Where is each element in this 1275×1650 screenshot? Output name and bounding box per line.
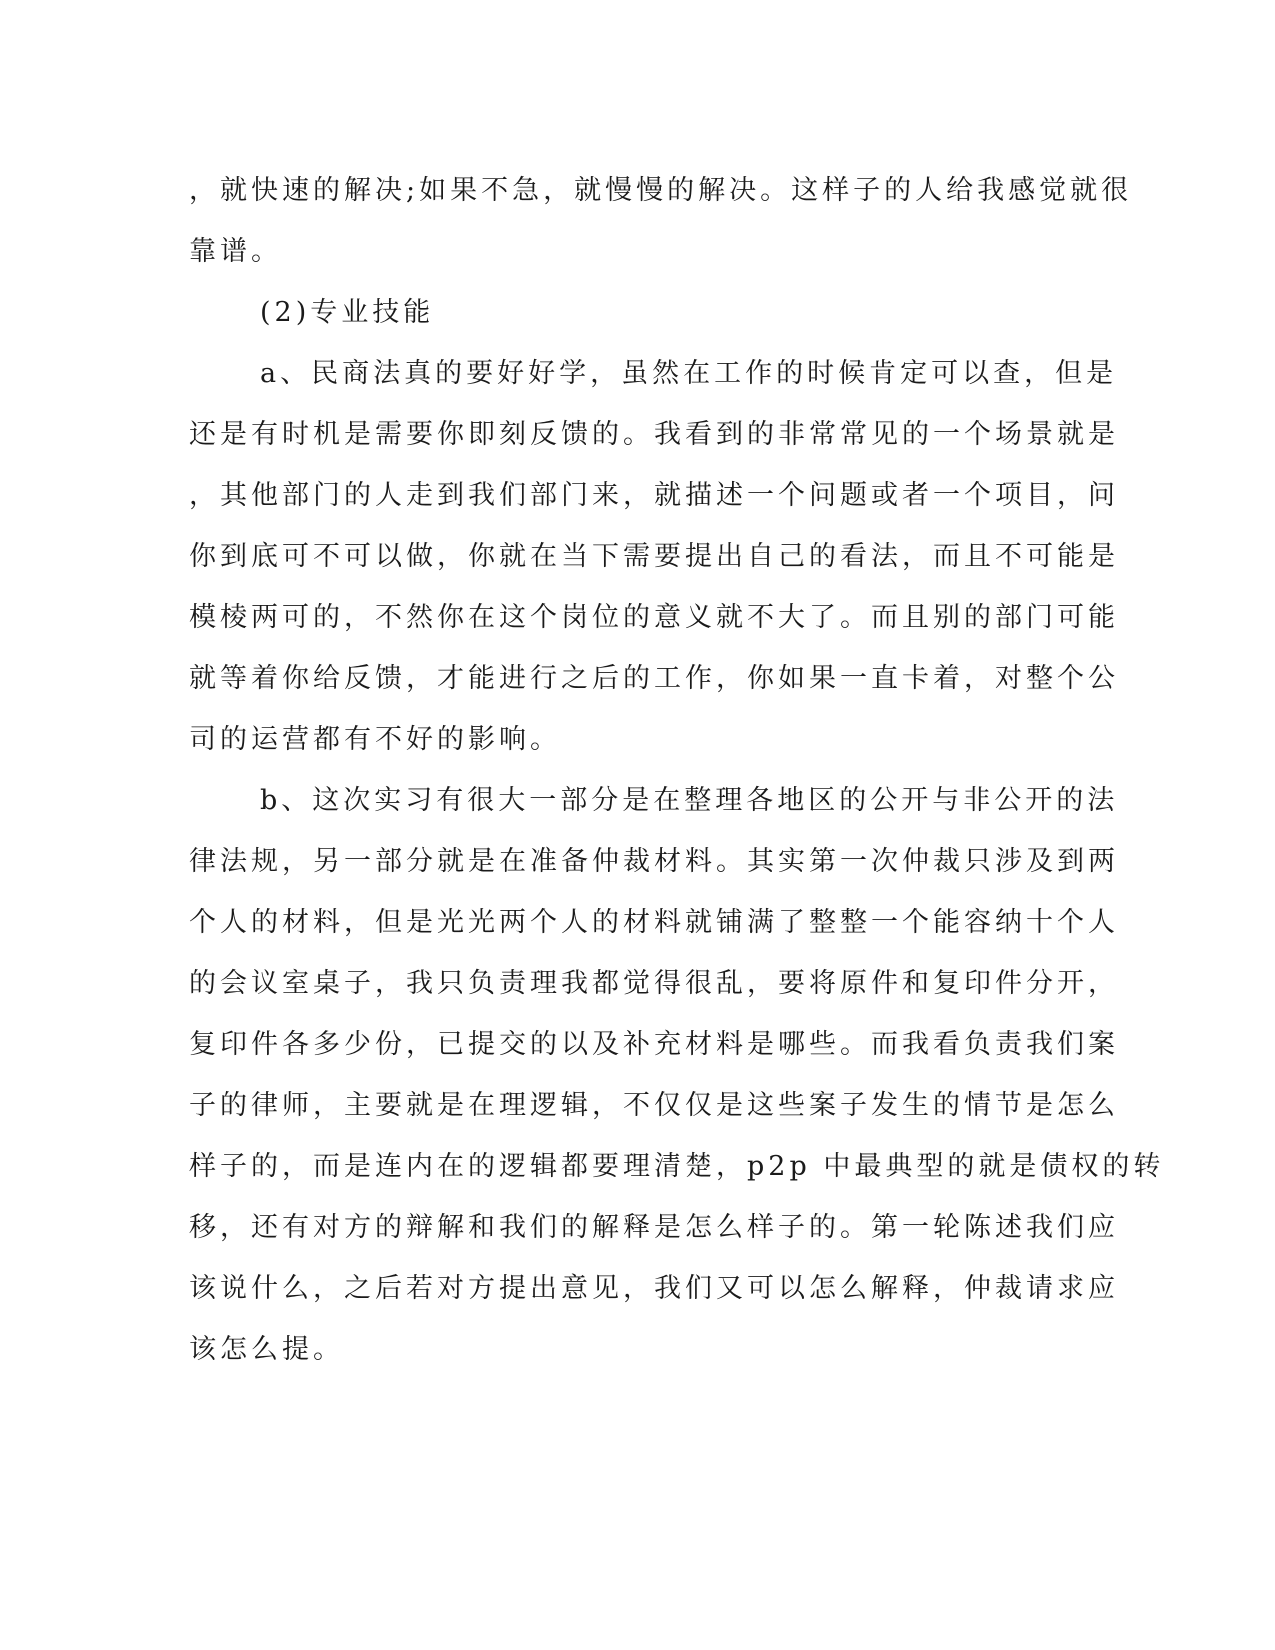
text-line: 就等着你给反馈，才能进行之后的工作，你如果一直卡着，对整个公 (189, 663, 1119, 694)
text-line: ，就快速的解决;如果不急，就慢慢的解决。这样子的人给我感觉就很 (189, 175, 1133, 206)
text-line: 复印件各多少份，已提交的以及补充材料是哪些。而我看负责我们案 (189, 1029, 1119, 1060)
text-line: 模棱两可的，不然你在这个岗位的意义就不大了。而且别的部门可能 (189, 602, 1119, 633)
text-line: 个人的材料，但是光光两个人的材料就铺满了整整一个能容纳十个人 (189, 907, 1119, 938)
text-line: 靠谱。 (189, 236, 282, 267)
text-line: 还是有时机是需要你即刻反馈的。我看到的非常常见的一个场景就是 (189, 419, 1119, 450)
text-line: 移，还有对方的辩解和我们的解释是怎么样子的。第一轮陈述我们应 (189, 1212, 1119, 1243)
text-line: 子的律师，主要就是在理逻辑，不仅仅是这些案子发生的情节是怎么 (189, 1090, 1119, 1121)
text-line: 的会议室桌子，我只负责理我都觉得很乱，要将原件和复印件分开， (189, 968, 1119, 999)
text-line: ，其他部门的人走到我们部门来，就描述一个问题或者一个项目，问 (189, 480, 1119, 511)
text-line: 律法规，另一部分就是在准备仲裁材料。其实第一次仲裁只涉及到两 (189, 846, 1119, 877)
text-line: 你到底可不可以做，你就在当下需要提出自己的看法，而且不可能是 (189, 541, 1119, 572)
text-line: 该说什么，之后若对方提出意见，我们又可以怎么解释，仲裁请求应 (189, 1273, 1119, 1304)
document-body (189, 160, 1165, 1380)
text-line: 司的运营都有不好的影响。 (189, 724, 561, 755)
text-line: 该怎么提。 (189, 1334, 344, 1365)
text-line: a、民商法真的要好好学，虽然在工作的时候肯定可以查，但是 (260, 358, 1118, 389)
text-line: 样子的，而是连内在的逻辑都要理清楚，p2p 中最典型的就是债权的转 (189, 1151, 1165, 1182)
section-heading: (2)专业技能 (260, 297, 435, 328)
text-line: b、这次实习有很大一部分是在整理各地区的公开与非公开的法 (260, 785, 1119, 816)
